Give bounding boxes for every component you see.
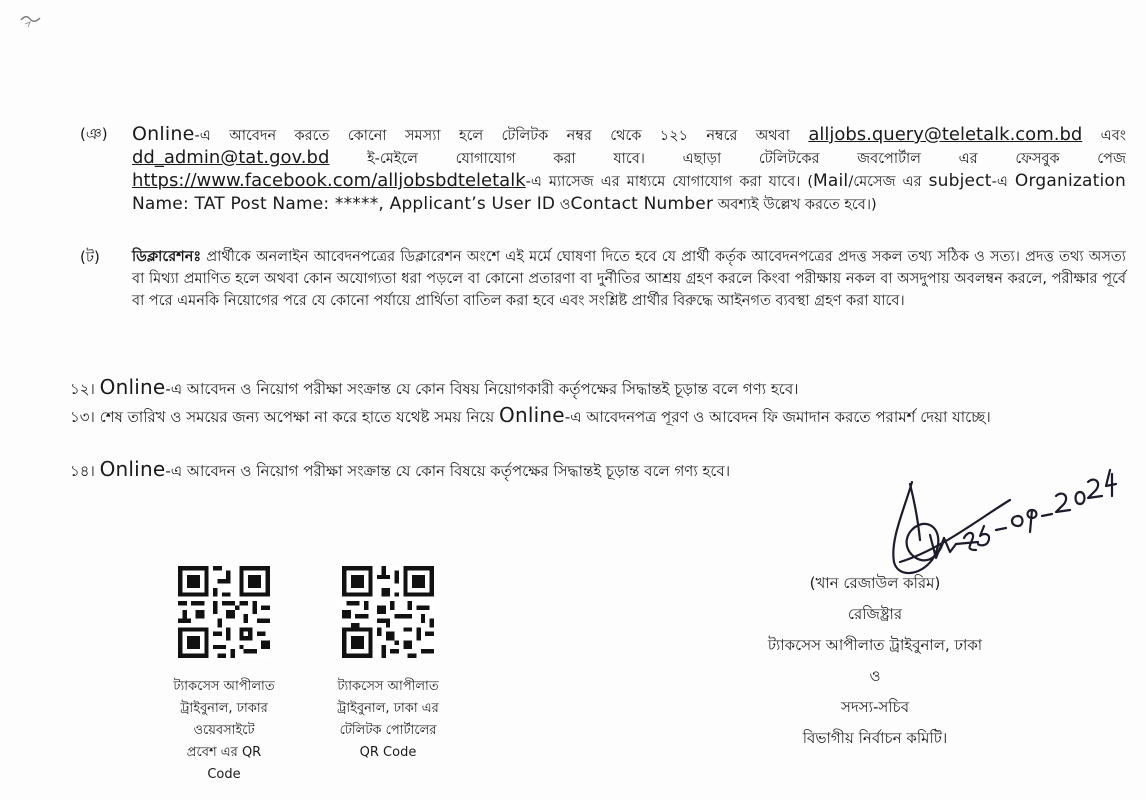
qr-block-website [154,566,294,786]
paragraph-13: ১৩। শেষ তারিখ ও সময়ের জন্য অপেক্ষা না করে হাতে যথেষ্ট সময় নিয়ে Online-এ আবেদনপত্র পূরণ ও আবেদন ফি জমাদান করতে পরামর্শ দেয়া যাচ্ছে। [70,403,991,427]
paragraph-number: ১৪। [70,462,100,480]
online-term: Online [132,123,195,145]
item-label: (ঞ) [80,125,108,143]
item-body: Online-এ আবেদন করতে কোনো সমস্যা হলে টেলিটক নম্বর থেকে ১২১ নম্বরে অথবা alljobs.query@teletalk.com.bd এবং dd_admin@tat.gov.bd ই-মেইলে যোগাযোগ করা যাবে। এছাড়া টেলিটকের জবপোর্টাল এর ফেসবুক পেজ https://www.facebook.com/alljobsbdteletalk-এ ম্যাসেজ এর মাধ্যমে যোগাযোগ করা যাবে। (Mail/মেসেজ এর subject-এ Organization Name: TAT Post Name: *****, Applicant’s User ID ওContact Number অবশ্যই উল্লেখ করতে হবে।) [132,123,1127,214]
email-link-tat[interactable]: dd_admin@tat.gov.bd [132,147,330,168]
qr-code-icon[interactable] [178,566,270,658]
email-link-teletalk[interactable]: alljobs.query@teletalk.com.bd [808,124,1083,145]
declaration-body [132,246,1126,312]
subject-format: Organization Name: TAT Post Name: *****, Applicant’s User ID [132,171,1127,214]
signatory-and: ও [869,667,881,685]
signatory-block [700,568,1050,754]
item-label: (ট) [80,248,100,266]
declaration-text: প্রার্থীকে অনলাইন আবেদনপত্রের ডিক্লারেশন অংশে এই মর্মে ঘোষণা দিতে হবে যে প্রার্থী কর্তৃক আবেদনপত্রের প্রদত্ত সকল তথ্য সঠিক ও সত্য। প্রদত্ত তথ্য অসত্য বা মিথ্যা প্রমাণিত হলে অথবা কোন অযোগ্যতা ধরা পড়লে বা কোনো প্রতারণা বা দুর্নীতির আশ্রয় গ্রহণ করলে কিংবা পরীক্ষায় নকল বা অসদুপায় অবলম্বন করলে, পরীক্ষার পূর্বে বা পরে এমনকি নিয়োগের পরে যে কোনো পর্যায়ে প্রার্থিতা বাতিল করা হবে এবং সংশ্লিষ্ট প্রার্থীর বিরুদ্ধে আইনগত ব্যবস্থা গ্রহণ করা যাবে। [132,249,1126,309]
item-ta [80,246,1126,346]
paragraph-12: ১২। Online-এ আবেদন ও নিয়োগ পরীক্ষা সংক্রান্ত যে কোন বিষয় নিয়োগকারী কর্তৃপক্ষের সিদ্ধান্তই চূড়ান্ত বলে গণ্য হবে। [70,375,799,399]
paragraph-number: ১২। [70,380,100,398]
qr-block-teletalk [318,566,458,764]
scan-mark-icon [18,10,46,32]
qr-code-icon[interactable] [342,566,434,658]
paragraph-number: ১৩। [70,408,100,426]
signatory-org: ট্যাকসেস আপীলাত ট্রাইবুনাল, ঢাকা [767,636,983,654]
facebook-link[interactable]: https://www.facebook.com/alljobsbdteletalk [132,170,526,191]
qr-caption-teletalk: ট্যাকসেস আপীলাত ট্রাইবুনাল, ঢাকা এর টেলিটক পোর্টালের QR Code [337,679,439,760]
signatory-role: সদস্য-সচিব [840,698,910,716]
item-nja [80,123,1126,233]
signatory-title: রেজিষ্ট্রার [847,605,903,623]
signatory-committee: বিভাগীয় নির্বাচন কমিটি। [802,729,948,747]
qr-caption-website: ট্যাকসেস আপীলাত ট্রাইবুনাল, ঢাকার ওয়েবসাইটে প্রবেশ এর QR Code [173,679,275,782]
declaration-heading: ডিক্লারেশনঃ [132,249,202,265]
paragraph-14: ১৪। Online-এ আবেদন ও নিয়োগ পরীক্ষা সংক্রান্ত যে কোন বিষয়ে কর্তৃপক্ষের সিদ্ধান্তই চূড়ান্ত বলে গণ্য হবে। [70,457,731,481]
signatory-name: (খান রেজাউল করিম) [809,574,941,592]
